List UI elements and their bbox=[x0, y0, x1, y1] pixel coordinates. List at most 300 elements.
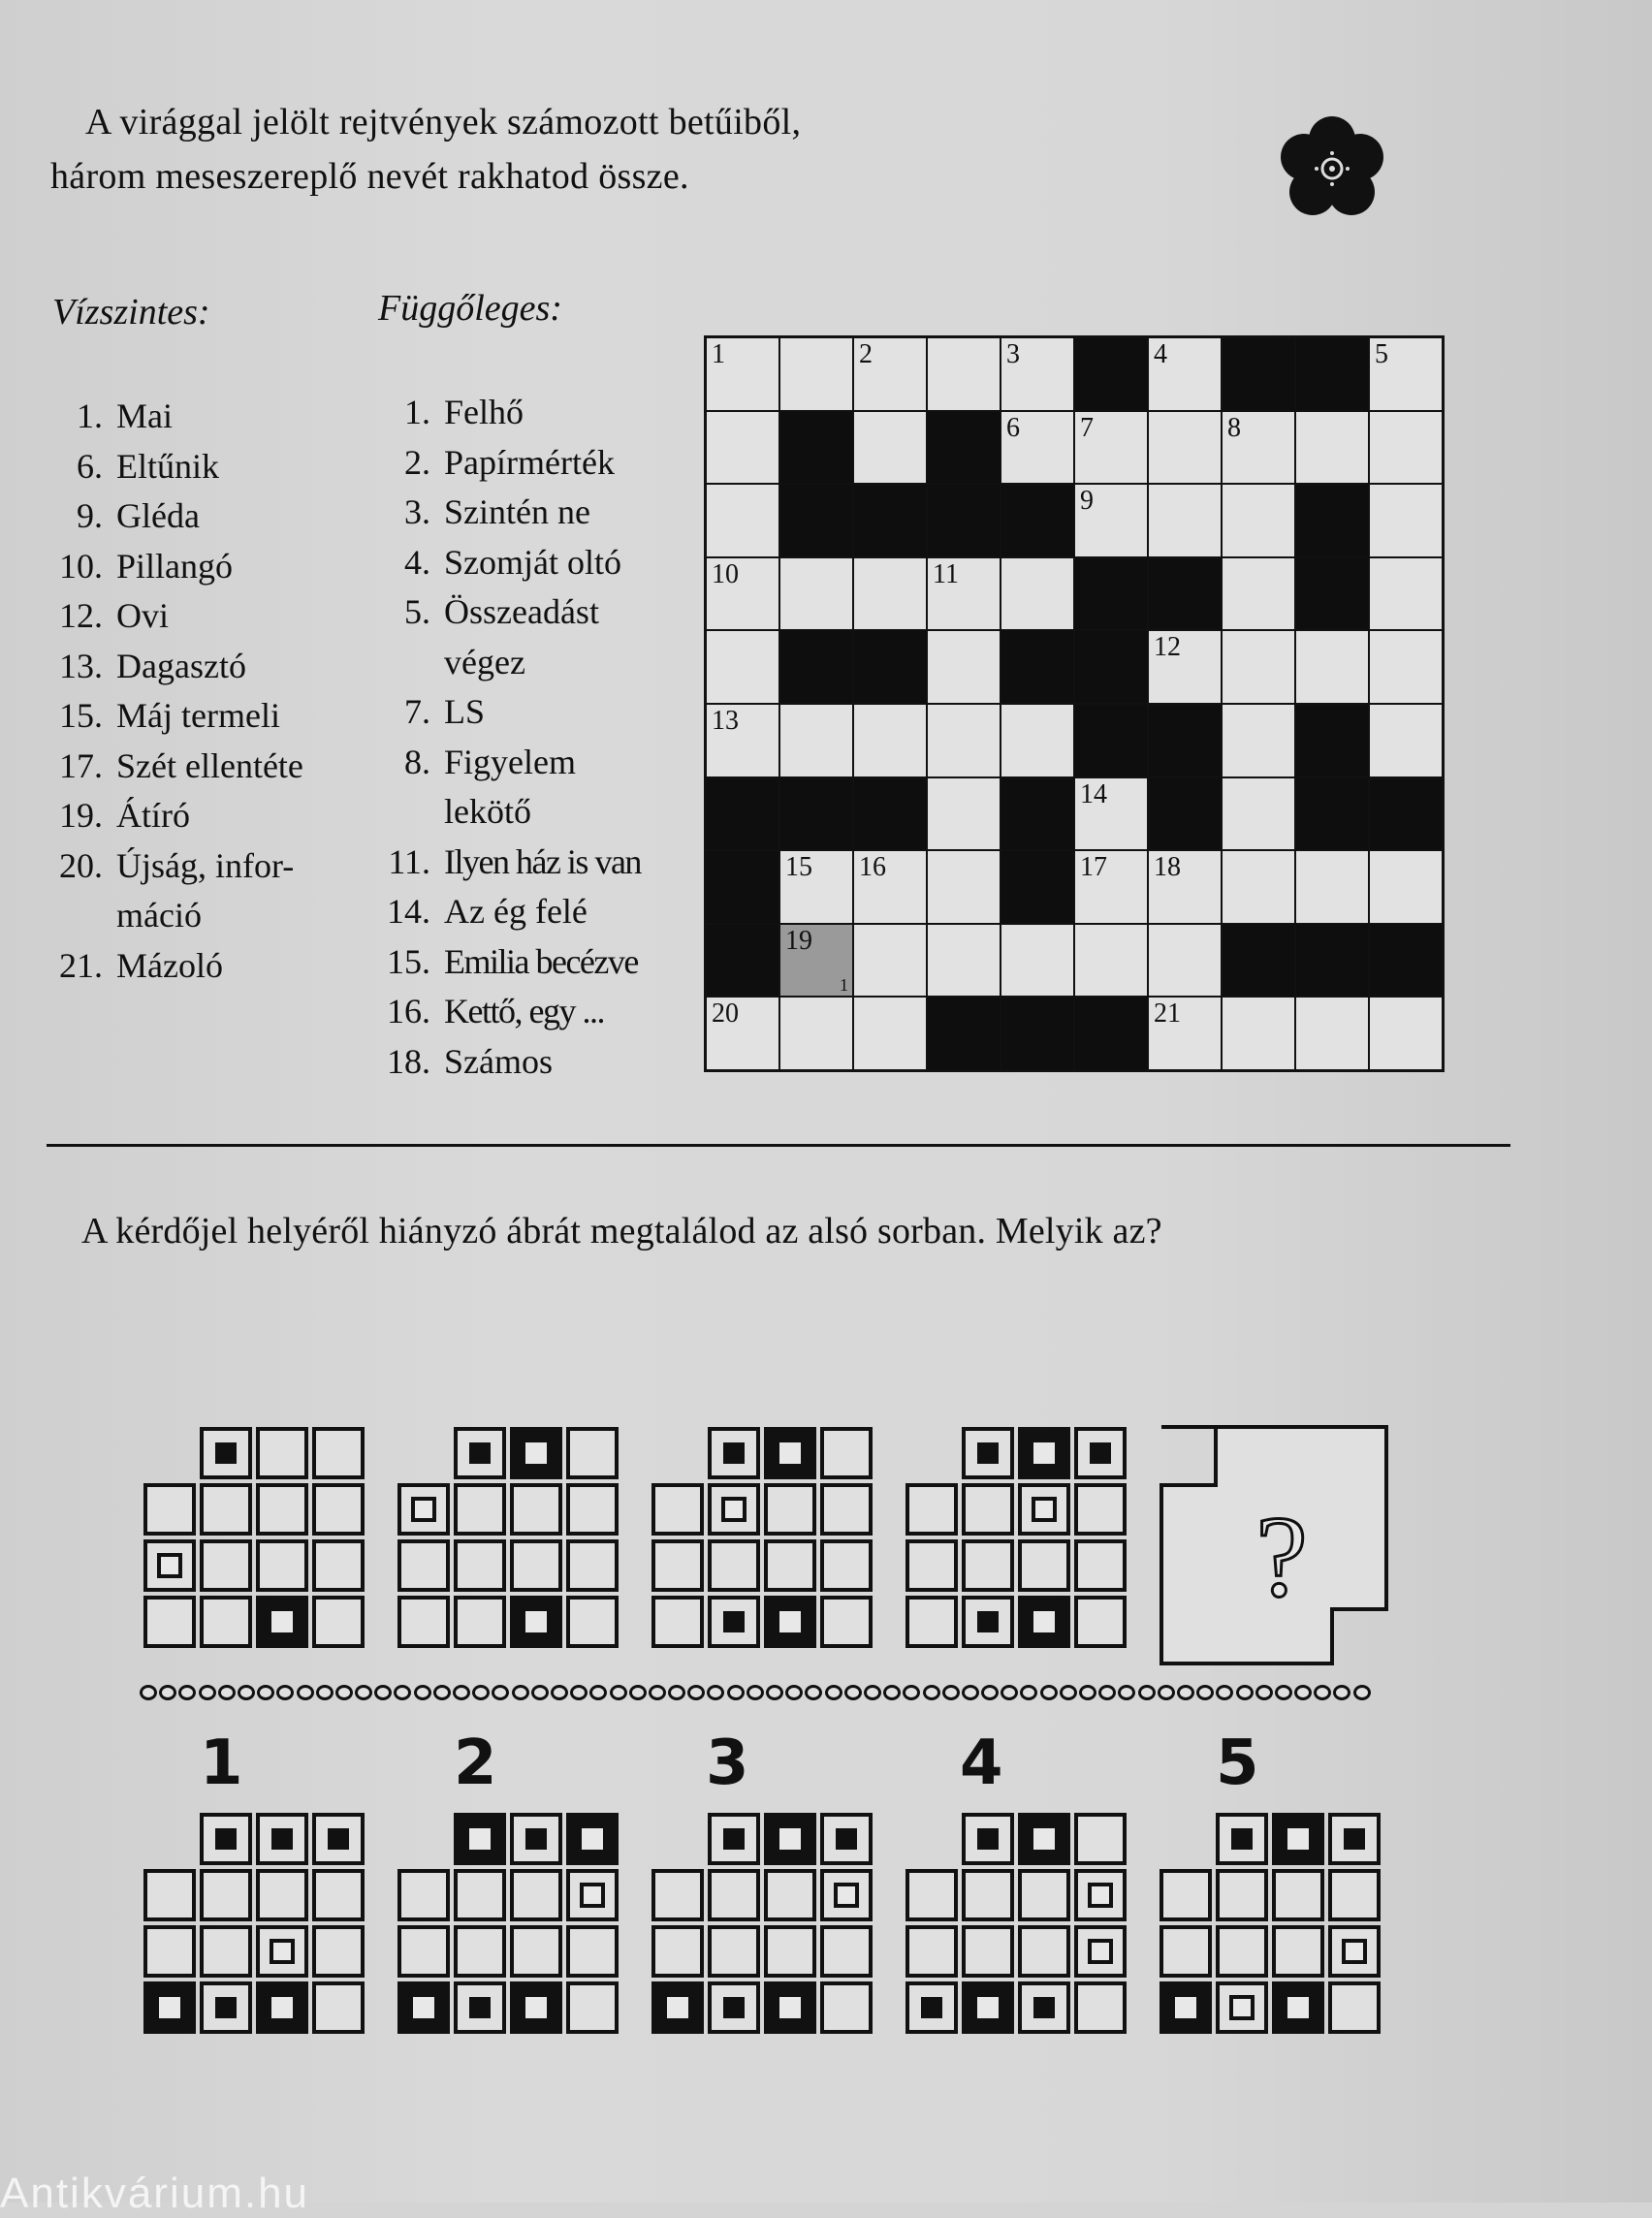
figure-cell bbox=[256, 1925, 308, 1978]
grid-cell[interactable] bbox=[1001, 558, 1073, 630]
option-label-2[interactable]: 2 bbox=[454, 1727, 497, 1799]
grid-cell[interactable] bbox=[1149, 631, 1221, 703]
hollow-square-icon bbox=[1088, 1939, 1113, 1964]
filled-square-icon bbox=[1033, 1997, 1055, 2018]
clue-number: 21. bbox=[59, 945, 103, 985]
grid-block bbox=[707, 925, 778, 997]
grid-cell[interactable] bbox=[1001, 925, 1073, 997]
option-label-3[interactable]: 3 bbox=[706, 1727, 749, 1799]
figure-cell bbox=[200, 1981, 252, 2034]
cell-number: 7 bbox=[1080, 412, 1094, 443]
cell-number: 3 bbox=[1006, 339, 1020, 369]
across-clue bbox=[43, 491, 303, 542]
dot-icon bbox=[297, 1685, 314, 1700]
figure-cell bbox=[200, 1483, 252, 1536]
filled-square-icon bbox=[1287, 1997, 1309, 2018]
figure-cell bbox=[651, 1981, 704, 2034]
grid-block bbox=[780, 485, 852, 556]
clue-text: Máj termeli bbox=[116, 696, 280, 735]
clue-number: 12. bbox=[59, 596, 103, 635]
figure-cell bbox=[905, 1483, 958, 1536]
dot-icon bbox=[805, 1685, 822, 1700]
clue-text: Szét ellentéte bbox=[116, 745, 303, 785]
figure-cell bbox=[312, 1813, 365, 1865]
figure-cell bbox=[143, 1539, 196, 1592]
dot-icon bbox=[785, 1685, 803, 1700]
across-clue bbox=[43, 941, 303, 992]
figure-cell bbox=[708, 1869, 760, 1921]
grid-cell[interactable] bbox=[928, 851, 1000, 923]
down-clue bbox=[365, 438, 641, 489]
grid-cell[interactable] bbox=[928, 705, 1000, 776]
figure-cell bbox=[905, 1869, 958, 1921]
down-heading: Függőleges: bbox=[378, 288, 562, 329]
figure-cell bbox=[764, 1981, 816, 2034]
figure-cell bbox=[143, 1925, 196, 1978]
figure-cell bbox=[1074, 1596, 1127, 1648]
dot-icon bbox=[1158, 1685, 1175, 1700]
figure-cell bbox=[905, 1981, 958, 2034]
filled-square-icon bbox=[779, 1828, 801, 1850]
figure-cell bbox=[962, 1596, 1014, 1648]
crossword-grid bbox=[704, 335, 1445, 1072]
across-clue bbox=[43, 841, 303, 892]
clue-number: 7. bbox=[404, 692, 430, 731]
dot-icon bbox=[825, 1685, 842, 1700]
dot-icon bbox=[218, 1685, 236, 1700]
dot-icon bbox=[453, 1685, 470, 1700]
hollow-square-icon bbox=[580, 1883, 605, 1908]
hollow-square-icon bbox=[411, 1497, 436, 1522]
figure-cell bbox=[510, 1981, 562, 2034]
figure-cell bbox=[312, 1596, 365, 1648]
dot-icon bbox=[981, 1685, 999, 1700]
grid-block bbox=[1001, 485, 1073, 556]
grid-cell[interactable] bbox=[854, 851, 926, 923]
grid-block bbox=[854, 485, 926, 556]
figure-cell bbox=[1074, 1869, 1127, 1921]
clue-text: máció bbox=[116, 896, 202, 935]
cell-number: 21 bbox=[1154, 998, 1181, 1030]
option-label-4[interactable]: 4 bbox=[960, 1727, 1003, 1799]
grid-block bbox=[1075, 558, 1147, 630]
question-figure bbox=[1160, 1425, 1394, 1665]
grid-block bbox=[1296, 705, 1368, 776]
grid-cell[interactable] bbox=[854, 925, 926, 997]
grid-cell[interactable] bbox=[1149, 338, 1221, 410]
figure-cell bbox=[1018, 1539, 1070, 1592]
grid-cell[interactable] bbox=[1296, 851, 1368, 923]
down-clue bbox=[365, 687, 641, 738]
option-label-1[interactable]: 1 bbox=[200, 1727, 243, 1799]
figure-cell bbox=[1272, 1869, 1324, 1921]
figure-cell bbox=[454, 1596, 506, 1648]
grid-cell[interactable] bbox=[1075, 925, 1147, 997]
figure-cell bbox=[820, 1925, 873, 1978]
dot-icon bbox=[238, 1685, 255, 1700]
down-clue bbox=[365, 987, 641, 1037]
dot-icon bbox=[1314, 1685, 1331, 1700]
grid-cell[interactable] bbox=[707, 558, 778, 630]
across-clues bbox=[43, 392, 303, 991]
across-clue bbox=[43, 442, 303, 492]
grid-block bbox=[1001, 778, 1073, 850]
dot-icon bbox=[355, 1685, 372, 1700]
down-clue bbox=[365, 638, 641, 688]
clue-text: Szomját oltó bbox=[444, 542, 621, 582]
dot-icon bbox=[903, 1685, 920, 1700]
dot-icon bbox=[1216, 1685, 1233, 1700]
grid-cell[interactable] bbox=[1001, 412, 1073, 484]
figure-cell bbox=[143, 1596, 196, 1648]
figure-cell bbox=[820, 1869, 873, 1921]
grid-cell[interactable] bbox=[928, 925, 1000, 997]
across-clue bbox=[43, 392, 303, 442]
clue-text: Összeadást bbox=[444, 592, 599, 631]
clue-text: Ovi bbox=[116, 596, 169, 635]
grid-cell[interactable] bbox=[1149, 851, 1221, 923]
grid-block bbox=[1296, 338, 1368, 410]
grid-cell[interactable] bbox=[928, 338, 1000, 410]
grid-block bbox=[854, 631, 926, 703]
figure-cell bbox=[1272, 1981, 1324, 2034]
filled-square-icon bbox=[271, 1611, 293, 1632]
filled-square-icon bbox=[469, 1997, 491, 2018]
grid-block bbox=[1296, 925, 1368, 997]
dot-icon bbox=[512, 1685, 529, 1700]
grid-block bbox=[1296, 778, 1368, 850]
figure-cell bbox=[962, 1869, 1014, 1921]
grid-block bbox=[928, 998, 1000, 1069]
dot-icon bbox=[1040, 1685, 1058, 1700]
cell-number: 8 bbox=[1227, 412, 1241, 443]
figure-cell bbox=[256, 1539, 308, 1592]
hollow-square-icon bbox=[1088, 1883, 1113, 1908]
dot-icon bbox=[335, 1685, 353, 1700]
grid-cell[interactable] bbox=[1001, 338, 1073, 410]
dot-icon bbox=[1138, 1685, 1156, 1700]
filled-square-icon bbox=[667, 1997, 688, 2018]
clue-number: 3. bbox=[404, 492, 430, 531]
figure-cell bbox=[256, 1981, 308, 2034]
figure-cell bbox=[1018, 1596, 1070, 1648]
figure-cell bbox=[651, 1596, 704, 1648]
grid-cell[interactable] bbox=[780, 925, 852, 997]
grid-block bbox=[1296, 485, 1368, 556]
down-clue bbox=[365, 738, 641, 788]
dot-icon bbox=[766, 1685, 783, 1700]
figure-cell bbox=[962, 1925, 1014, 1978]
dot-icon bbox=[1118, 1685, 1135, 1700]
filled-square-icon bbox=[215, 1997, 237, 2018]
grid-cell[interactable] bbox=[707, 705, 778, 776]
figure-cell bbox=[651, 1869, 704, 1921]
grid-block bbox=[928, 412, 1000, 484]
figure-cell bbox=[312, 1869, 365, 1921]
grid-cell[interactable] bbox=[1223, 485, 1294, 556]
grid-cell[interactable] bbox=[928, 558, 1000, 630]
grid-block bbox=[1370, 925, 1442, 997]
figure-cell bbox=[143, 1869, 196, 1921]
figure-cell bbox=[820, 1596, 873, 1648]
figure-cell bbox=[1328, 1925, 1381, 1978]
figure-cell bbox=[905, 1925, 958, 1978]
figure-cell bbox=[1216, 1813, 1268, 1865]
grid-cell[interactable] bbox=[854, 558, 926, 630]
dot-icon bbox=[707, 1685, 724, 1700]
clue-text: Átíró bbox=[116, 796, 190, 835]
grid-cell[interactable] bbox=[1296, 998, 1368, 1069]
dot-icon bbox=[1353, 1685, 1371, 1700]
filled-square-icon bbox=[723, 1997, 745, 2018]
figure-cell bbox=[397, 1539, 450, 1592]
filled-square-icon bbox=[836, 1828, 857, 1850]
dot-icon bbox=[1060, 1685, 1077, 1700]
figure-cell bbox=[708, 1427, 760, 1479]
clue-text: Pillangó bbox=[116, 546, 234, 586]
figure-cell bbox=[1160, 1925, 1212, 1978]
figure-cell bbox=[1328, 1813, 1381, 1865]
grid-cell[interactable] bbox=[780, 705, 852, 776]
clue-text: Az ég felé bbox=[444, 892, 588, 931]
watermark: Antikvárium.hu bbox=[0, 2170, 310, 2217]
clue-text: Emilia becézve bbox=[444, 941, 638, 981]
grid-cell[interactable] bbox=[780, 558, 852, 630]
filled-square-icon bbox=[469, 1828, 491, 1850]
grid-cell[interactable] bbox=[1075, 485, 1147, 556]
hollow-square-icon bbox=[270, 1939, 295, 1964]
grid-cell[interactable] bbox=[1296, 412, 1368, 484]
grid-cell[interactable] bbox=[1075, 778, 1147, 850]
filled-square-icon bbox=[1033, 1611, 1055, 1632]
figure-cell bbox=[1018, 1427, 1070, 1479]
figure-cell bbox=[1328, 1869, 1381, 1921]
clue-text: Szintén ne bbox=[444, 492, 590, 531]
figure-cell bbox=[764, 1596, 816, 1648]
grid-cell[interactable] bbox=[780, 338, 852, 410]
dot-icon bbox=[1255, 1685, 1273, 1700]
clue-text: Dagasztó bbox=[116, 646, 246, 685]
figure-cell bbox=[1160, 1981, 1212, 2034]
figure-cell bbox=[143, 1483, 196, 1536]
grid-cell[interactable] bbox=[1223, 412, 1294, 484]
grid-cell[interactable] bbox=[1223, 631, 1294, 703]
grid-cell[interactable] bbox=[854, 998, 926, 1069]
across-clue bbox=[43, 891, 303, 941]
across-clue bbox=[43, 742, 303, 792]
grid-cell[interactable] bbox=[854, 338, 926, 410]
figure-cell bbox=[1216, 1981, 1268, 2034]
grid-cell[interactable] bbox=[780, 851, 852, 923]
figure-cell bbox=[312, 1981, 365, 2034]
figure-cell bbox=[1074, 1981, 1127, 2034]
grid-cell[interactable] bbox=[1296, 631, 1368, 703]
filled-square-icon bbox=[779, 1611, 801, 1632]
figure-cell bbox=[962, 1813, 1014, 1865]
down-clue bbox=[365, 838, 641, 888]
filled-square-icon bbox=[1175, 1997, 1196, 2018]
grid-block bbox=[1075, 631, 1147, 703]
grid-cell[interactable] bbox=[1149, 925, 1221, 997]
cell-number: 13 bbox=[712, 705, 739, 736]
cell-number: 18 bbox=[1154, 852, 1181, 883]
dot-icon bbox=[316, 1685, 334, 1700]
figure-cell bbox=[510, 1596, 562, 1648]
grid-cell[interactable] bbox=[1370, 705, 1442, 776]
grid-cell[interactable] bbox=[1370, 851, 1442, 923]
filled-square-icon bbox=[977, 1997, 999, 2018]
dot-icon bbox=[923, 1685, 940, 1700]
hollow-square-icon bbox=[834, 1883, 859, 1908]
divider bbox=[47, 1144, 1510, 1147]
filled-square-icon bbox=[723, 1828, 745, 1850]
clue-number: 15. bbox=[59, 696, 103, 735]
grid-block bbox=[1149, 778, 1221, 850]
clue-number: 15. bbox=[387, 941, 430, 981]
figure-cell bbox=[764, 1539, 816, 1592]
grid-cell[interactable] bbox=[707, 631, 778, 703]
figure-cell bbox=[1216, 1925, 1268, 1978]
figure-cell bbox=[1074, 1813, 1127, 1865]
figure-cell bbox=[454, 1427, 506, 1479]
figure-cell bbox=[312, 1427, 365, 1479]
dot-icon bbox=[589, 1685, 607, 1700]
dot-icon bbox=[433, 1685, 451, 1700]
cell-number: 1 bbox=[712, 339, 725, 369]
figure-cell bbox=[708, 1483, 760, 1536]
clue-number: 16. bbox=[387, 992, 430, 1030]
clue-text: Mázoló bbox=[116, 945, 223, 985]
figure-cell bbox=[651, 1539, 704, 1592]
grid-cell[interactable] bbox=[707, 485, 778, 556]
grid-cell[interactable] bbox=[928, 778, 1000, 850]
grid-block bbox=[1149, 558, 1221, 630]
figure-cell bbox=[764, 1483, 816, 1536]
grid-cell[interactable] bbox=[1223, 778, 1294, 850]
filled-square-icon bbox=[328, 1828, 349, 1850]
dot-icon bbox=[864, 1685, 881, 1700]
hollow-square-icon bbox=[1229, 1995, 1255, 2020]
grid-cell[interactable] bbox=[1370, 412, 1442, 484]
grid-cell[interactable] bbox=[1075, 851, 1147, 923]
grid-cell[interactable] bbox=[1370, 998, 1442, 1069]
dot-icon bbox=[942, 1685, 960, 1700]
grid-cell[interactable] bbox=[1001, 705, 1073, 776]
grid-cell[interactable] bbox=[1075, 412, 1147, 484]
figure-cell bbox=[566, 1596, 619, 1648]
cell-number: 16 bbox=[859, 852, 886, 883]
dot-icon bbox=[531, 1685, 549, 1700]
grid-cell[interactable] bbox=[1223, 705, 1294, 776]
grid-cell[interactable] bbox=[1149, 412, 1221, 484]
grid-cell[interactable] bbox=[707, 998, 778, 1069]
dot-icon bbox=[727, 1685, 745, 1700]
hollow-square-icon bbox=[1032, 1497, 1057, 1522]
dot-icon bbox=[1333, 1685, 1350, 1700]
dot-icon bbox=[844, 1685, 862, 1700]
grid-cell[interactable] bbox=[780, 998, 852, 1069]
grid-block bbox=[780, 412, 852, 484]
figure-cell bbox=[312, 1539, 365, 1592]
figure-cell bbox=[764, 1427, 816, 1479]
figure-cell bbox=[510, 1539, 562, 1592]
clue-text: Papírmérték bbox=[444, 442, 615, 482]
filled-square-icon bbox=[159, 1997, 180, 2018]
figure-cell bbox=[200, 1539, 252, 1592]
clue-text: Figyelem bbox=[444, 742, 576, 781]
clue-number: 9. bbox=[77, 496, 103, 535]
grid-cell[interactable] bbox=[854, 705, 926, 776]
option-label-5[interactable]: 5 bbox=[1216, 1727, 1259, 1799]
figure-cell bbox=[510, 1925, 562, 1978]
clue-text: Felhő bbox=[444, 393, 524, 431]
figure-cell bbox=[454, 1869, 506, 1921]
dot-icon bbox=[1020, 1685, 1037, 1700]
clue-text: Számos bbox=[444, 1041, 553, 1081]
grid-cell[interactable] bbox=[1370, 631, 1442, 703]
figure-cell bbox=[962, 1539, 1014, 1592]
figure-cell bbox=[566, 1925, 619, 1978]
figure-cell bbox=[820, 1483, 873, 1536]
dot-icon bbox=[1001, 1685, 1018, 1700]
dot-icon bbox=[570, 1685, 588, 1700]
grid-block bbox=[1001, 631, 1073, 703]
figure-cell bbox=[200, 1427, 252, 1479]
grid-cell[interactable] bbox=[1370, 558, 1442, 630]
grid-cell[interactable] bbox=[707, 338, 778, 410]
grid-cell[interactable] bbox=[928, 631, 1000, 703]
dot-icon bbox=[1079, 1685, 1096, 1700]
grid-cell[interactable] bbox=[1223, 851, 1294, 923]
filled-square-icon bbox=[413, 1997, 434, 2018]
dot-icon bbox=[747, 1685, 764, 1700]
dot-icon bbox=[629, 1685, 647, 1700]
grid-cell[interactable] bbox=[707, 412, 778, 484]
figure-cell bbox=[566, 1539, 619, 1592]
grid-block bbox=[780, 631, 852, 703]
cell-number: 20 bbox=[712, 998, 739, 1030]
figure-cell bbox=[256, 1483, 308, 1536]
grid-block bbox=[928, 485, 1000, 556]
clue-number: 19. bbox=[59, 796, 103, 835]
clue-text: végez bbox=[444, 642, 525, 681]
figure-cell bbox=[256, 1596, 308, 1648]
grid-cell[interactable] bbox=[1370, 338, 1442, 410]
grid-cell[interactable] bbox=[1149, 998, 1221, 1069]
dot-icon bbox=[394, 1685, 411, 1700]
cell-number: 12 bbox=[1154, 632, 1181, 663]
puzzle-question: A kérdőjel helyéről hiányzó ábrát megtalálod az alsó sorban. Melyik az? bbox=[81, 1211, 1162, 1252]
grid-cell[interactable] bbox=[1149, 485, 1221, 556]
figure-cell bbox=[566, 1427, 619, 1479]
figure-cell bbox=[397, 1483, 450, 1536]
grid-cell[interactable] bbox=[1223, 998, 1294, 1069]
figure-cell bbox=[256, 1869, 308, 1921]
figure-cell bbox=[820, 1427, 873, 1479]
grid-cell[interactable] bbox=[1370, 485, 1442, 556]
figure-cell bbox=[708, 1813, 760, 1865]
filled-square-icon bbox=[723, 1611, 745, 1632]
figure-cell bbox=[1216, 1869, 1268, 1921]
figure-cell bbox=[454, 1813, 506, 1865]
grid-cell[interactable] bbox=[854, 412, 926, 484]
figure-cell bbox=[454, 1925, 506, 1978]
figure-cell bbox=[905, 1539, 958, 1592]
figure-cell bbox=[200, 1813, 252, 1865]
dot-icon bbox=[1275, 1685, 1292, 1700]
down-clue bbox=[365, 1037, 641, 1088]
grid-cell[interactable] bbox=[1223, 558, 1294, 630]
